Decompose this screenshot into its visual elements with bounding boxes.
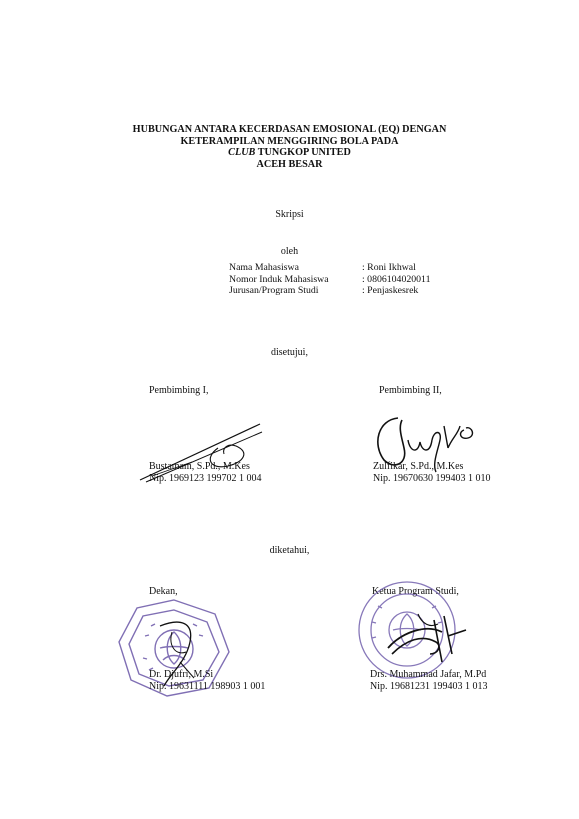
head-name: Drs. Muhammad Jafar, M.Pd	[370, 669, 487, 680]
supervisor2-nip: Nip. 19670630 199403 1 010	[373, 473, 491, 484]
supervisor2-block	[373, 461, 491, 485]
supervisor1-block	[149, 461, 262, 485]
student-id-row	[229, 274, 431, 286]
acknowledged-label: diketahui,	[269, 545, 310, 556]
document-type: Skripsi	[275, 209, 304, 220]
student-id-label: Nomor Induk Mahasiswa	[229, 273, 329, 285]
head-nip: Nip. 19681231 199403 1 013	[370, 681, 488, 692]
title-line-1: HUBUNGAN ANTARA KECERDASAN EMOSIONAL (EQ) DENGAN	[132, 124, 447, 135]
by-label: oleh	[280, 246, 299, 257]
student-info	[229, 262, 431, 297]
supervisor1-nip: Nip. 1969123 199702 1 004	[149, 473, 262, 484]
head-block	[370, 669, 488, 693]
dean-block	[149, 669, 265, 693]
head-signature	[382, 602, 472, 672]
student-id-value: : 0806104020011	[362, 273, 431, 285]
supervisor2-name: Zulfikar, S.Pd., M.Kes	[373, 461, 464, 472]
supervisor1-name: Bustamam, S.Pd., M.Kes	[149, 461, 250, 472]
head-role: Ketua Program Studi,	[372, 586, 459, 597]
title-club-word: CLUB	[228, 147, 256, 159]
approved-label: disetujui,	[271, 347, 308, 358]
student-program-label: Jurusan/Program Studi	[229, 285, 319, 297]
dean-role: Dekan,	[149, 586, 178, 597]
document-title	[0, 124, 579, 170]
dean-nip: Nip. 19631111 198903 1 001	[149, 681, 266, 692]
student-program-value: : Penjaskesrek	[362, 285, 419, 297]
title-line-2: KETERAMPILAN MENGGIRING BOLA PADA	[180, 135, 399, 147]
student-name-row	[229, 262, 431, 274]
student-program-row	[229, 285, 431, 297]
supervisor1-role: Pembimbing I,	[149, 385, 209, 396]
title-club-name: TUNGKOP UNITED	[255, 147, 351, 159]
dean-name: Dr. Djufri, M.Si	[149, 669, 214, 680]
title-line-3	[0, 147, 579, 159]
student-name-value: : Roni Ikhwal	[362, 262, 416, 273]
supervisor2-role: Pembimbing II,	[379, 385, 442, 396]
title-line-4: ACEH BESAR	[256, 158, 323, 170]
student-name-label: Nama Mahasiswa	[229, 262, 299, 273]
